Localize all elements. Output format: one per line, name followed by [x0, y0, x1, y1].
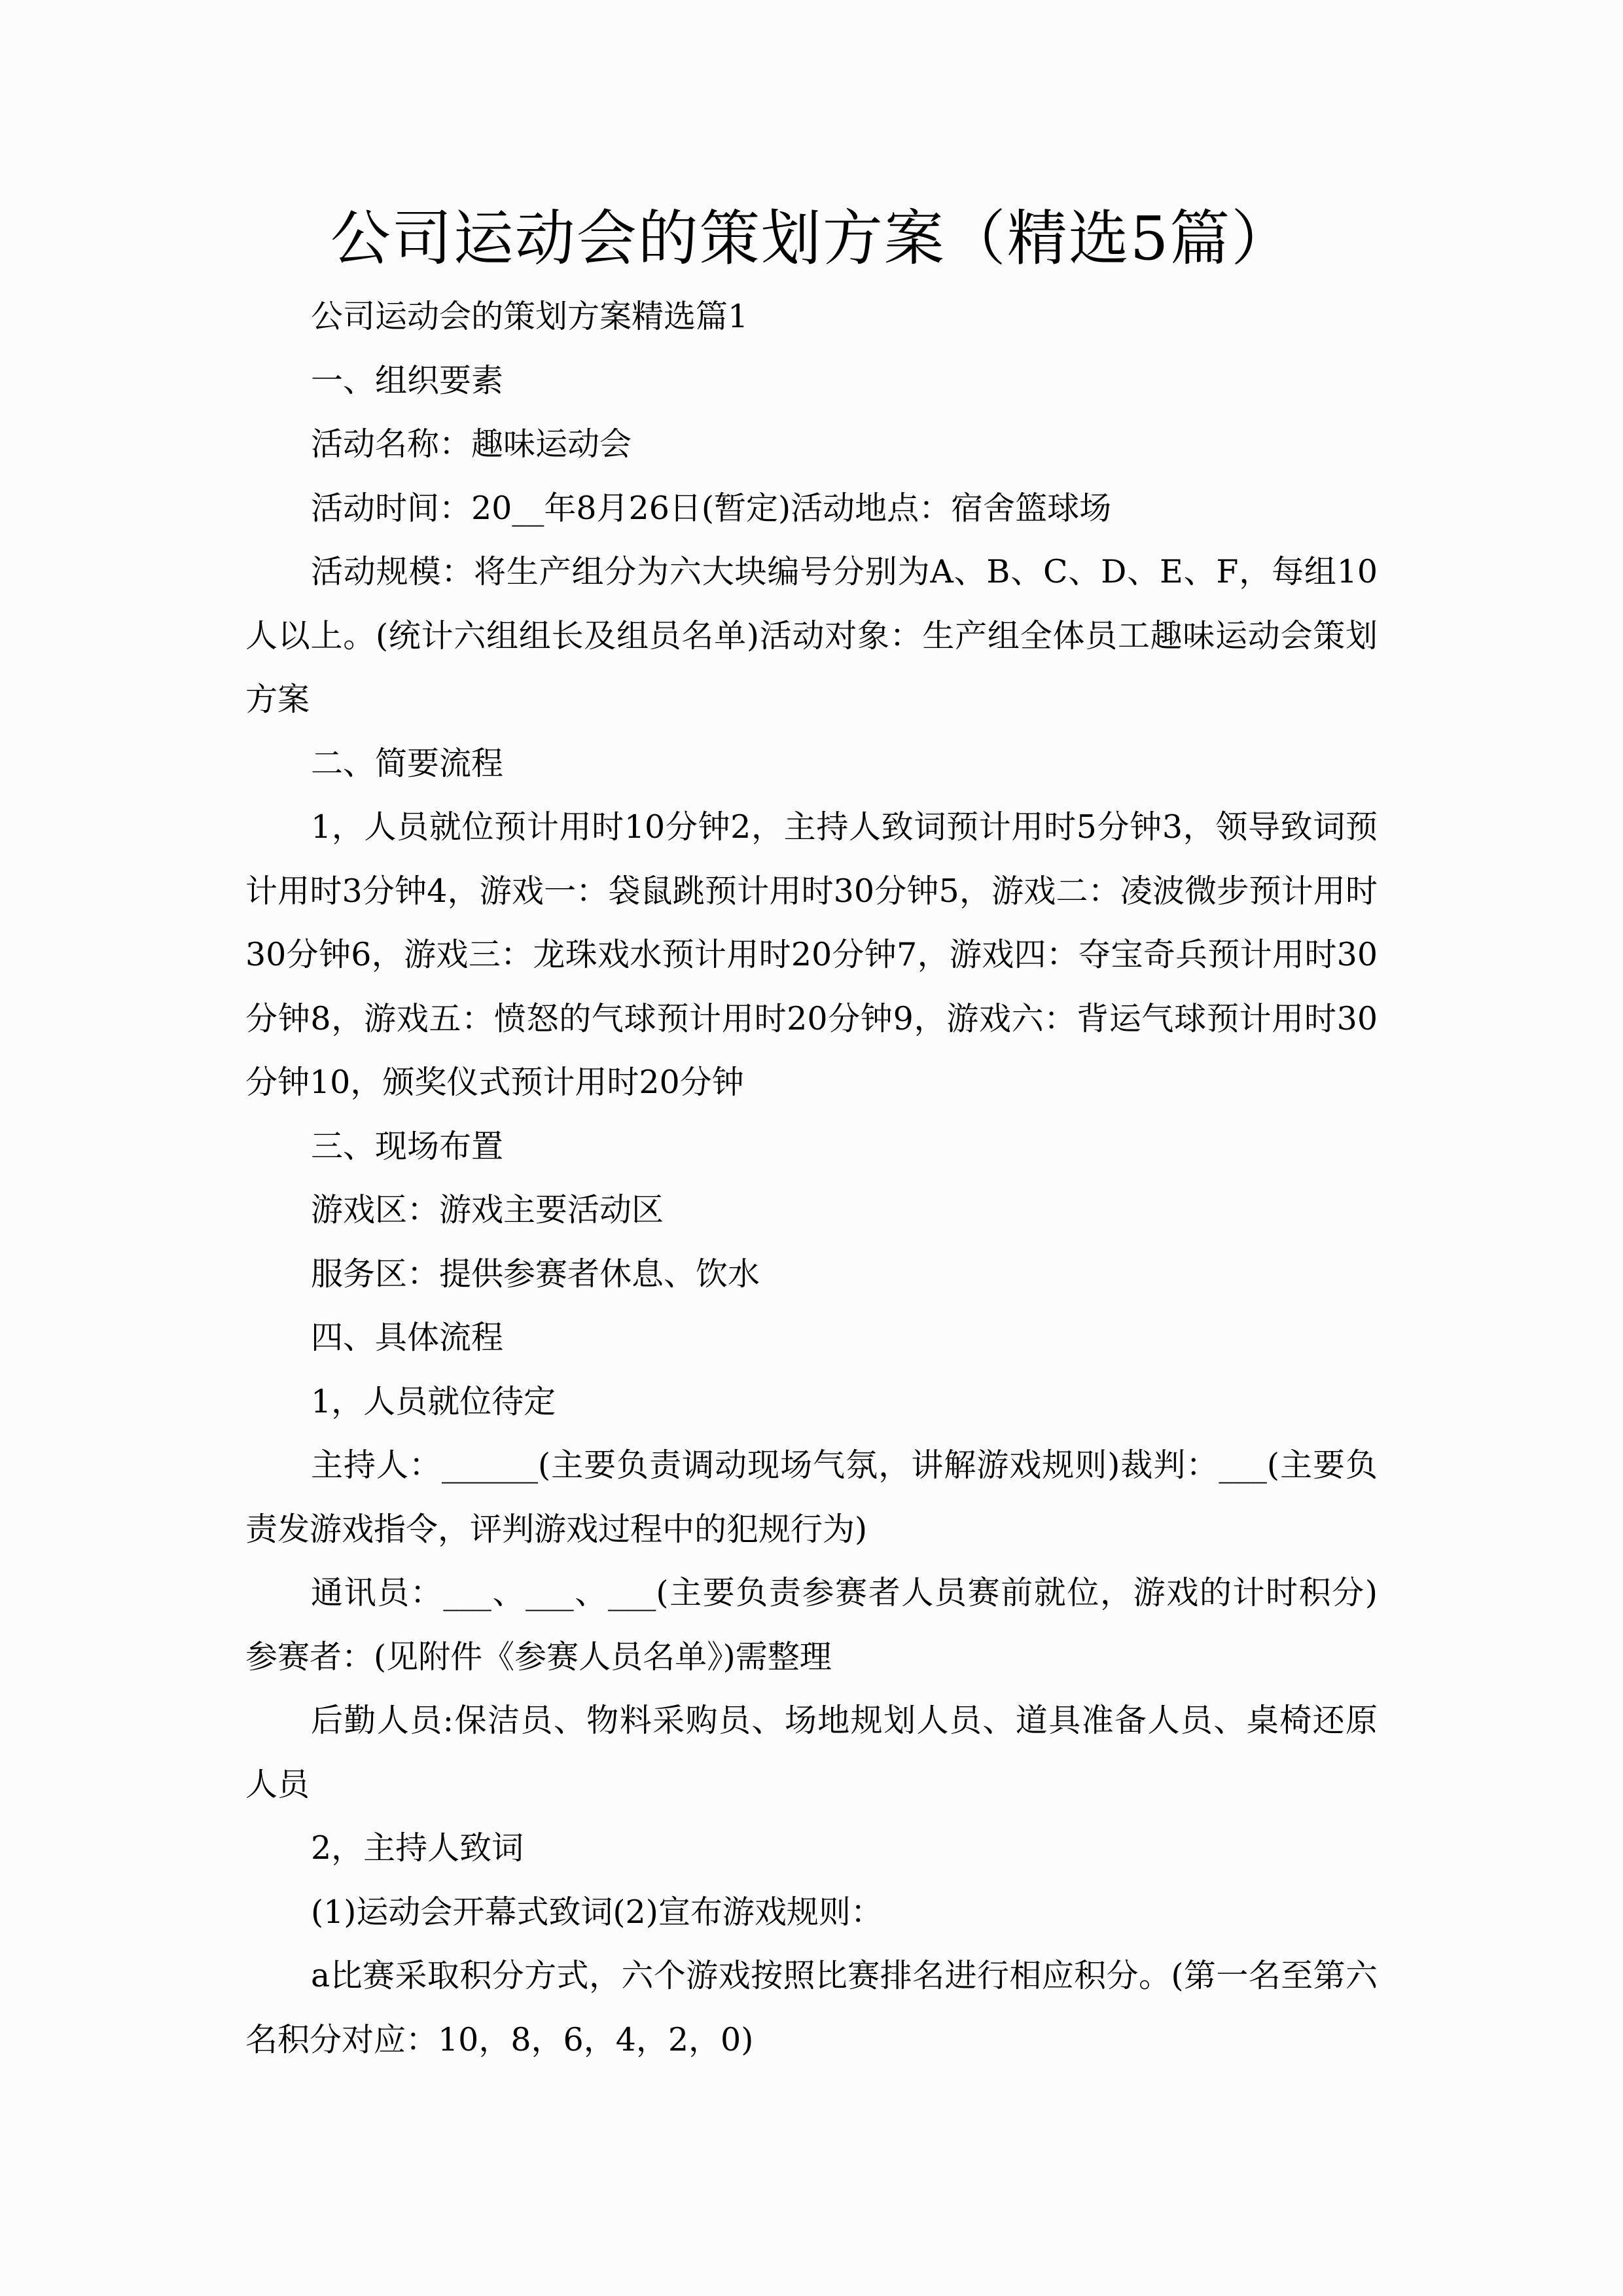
- heading-organization: 一、组织要素: [311, 361, 504, 399]
- paragraph-service-area: 服务区：提供参赛者休息、饮水: [311, 1255, 760, 1293]
- paragraph-activity-name: 活动名称：趣味运动会: [311, 425, 632, 463]
- paragraph-scoring: a比赛采取积分方式，六个游戏按照比赛排名进行相应积分。(第一名至第六名积分对应：10，8，6，4，2，0): [245, 1957, 1378, 2058]
- paragraph-activity-time: 活动时间：20__年8月26日(暂定)活动地点：宿舍篮球场: [311, 489, 1112, 527]
- document-body: [245, 285, 1378, 2072]
- paragraph-logistics: 后勤人员:保洁员、物料采购员、场地规划人员、道具准备人员、桌椅还原人员: [245, 1702, 1378, 1803]
- heading-site-layout: 三、现场布置: [311, 1127, 504, 1165]
- heading-brief-process: 二、简要流程: [311, 744, 504, 782]
- document-title: 公司运动会的策划方案（精选5篇）: [330, 204, 1293, 274]
- paragraph-host-speech: 2，主持人致词: [311, 1829, 524, 1867]
- paragraph-process-list: 1，人员就位预计用时10分钟2，主持人致词预计用时5分钟3，领导致词预计用时3分钟4，游戏一：袋鼠跳预计用时30分钟5，游戏二：凌波微步预计用时30分钟6，游戏三：龙珠戏水预计用时20分钟7，游戏四：夺宝奇兵预计用时30分钟8，游戏五：愤怒的气球预计用时20分钟9，游戏六：背运气球预计用时30分钟10，颁奖仪式预计用时20分钟: [245, 808, 1378, 1101]
- paragraph-activity-scale: 活动规模：将生产组分为六大块编号分别为A、B、C、D、E、F，每组10人以上。(统计六组组长及组员名单)活动对象：生产组全体员工趣味运动会策划方案: [245, 553, 1378, 718]
- paragraph-opening: (1)运动会开幕式致词(2)宣布游戏规则：: [311, 1893, 883, 1931]
- paragraph-staff-positioning: 1，人员就位待定: [311, 1382, 556, 1420]
- section-subtitle: 公司运动会的策划方案精选篇1: [311, 298, 749, 335]
- paragraph-host-referee: 主持人：______(主要负责调动现场气氛，讲解游戏规则)裁判：___(主要负责发游戏指令，评判游戏过程中的犯规行为): [245, 1446, 1378, 1548]
- paragraph-game-area: 游戏区：游戏主要活动区: [311, 1191, 664, 1229]
- heading-detailed-process: 四、具体流程: [311, 1319, 504, 1356]
- paragraph-messengers: 通讯员：___、___、___(主要负责参赛者人员赛前就位，游戏的计时积分)参赛者：(见附件《参赛人员名单》)需整理: [245, 1574, 1378, 1676]
